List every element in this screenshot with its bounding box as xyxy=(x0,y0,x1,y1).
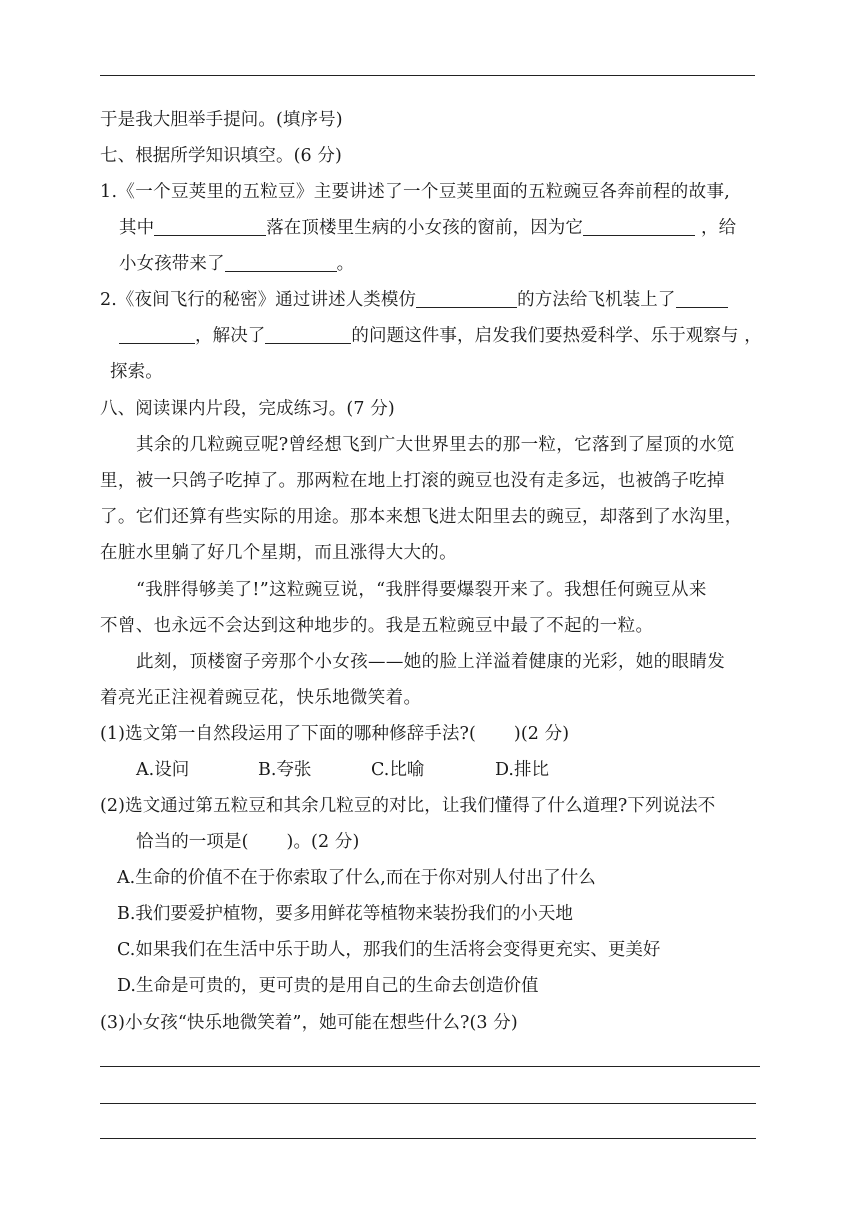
s8-q1-option-a[interactable]: A.设问 xyxy=(136,760,190,780)
s8-q3-stem: (3)小女孩“快乐地微笑着”，她可能在想些什么?(3 分) xyxy=(100,1013,518,1033)
passage-line-4: 在脏水里躺了好几个星期，而且涨得大大的。 xyxy=(100,543,457,563)
s7-q1-line2-c: ，给 xyxy=(701,218,737,238)
s7-q1-line3 xyxy=(119,252,354,276)
s7-q2-line1 xyxy=(100,288,728,312)
passage-line-1: 其余的几粒豌豆呢?曾经想飞到广大世界里去的那一粒，它落到了屋顶的水笕 xyxy=(136,435,735,455)
s7-q2-line2-a: ，解决了 xyxy=(195,326,266,346)
s8-q2-option-b[interactable]: B.我们要爱护植物，要多用鲜花等植物来装扮我们的小天地 xyxy=(117,904,573,924)
passage-line-3: 了。它们还算有些实际的用途。那本来想飞进太阳里去的豌豆，却落到了水沟里， xyxy=(100,507,743,527)
s8-q2-stem-line2-b: )。(2 分) xyxy=(286,832,360,852)
blank-s7-q2-3[interactable] xyxy=(265,325,351,344)
s7-q1-line2-b: 落在顶楼里生病的小女孩的窗前，因为它 xyxy=(266,218,584,238)
s8-q2-stem-line2 xyxy=(136,830,359,854)
s8-q1-stem-a: (1)选文第一自然段运用了下面的哪种修辞手法?( xyxy=(100,724,476,744)
passage-line-7: 此刻，顶楼窗子旁那个小女孩——她的脸上洋溢着健康的光彩，她的眼睛发 xyxy=(136,652,726,672)
s8-q2-stem-line2-a: 恰当的一项是( xyxy=(136,832,249,852)
blank-s7-q1-3[interactable] xyxy=(225,253,337,272)
s7-q1-line2 xyxy=(119,216,736,240)
s7-q1-line2-a: 其中 xyxy=(119,218,155,238)
blank-s7-q1-1[interactable] xyxy=(154,217,266,236)
s7-q1-line1: 1.《一个豆荚里的五粒豆》主要讲述了一个豆荚里面的五粒豌豆各奔前程的故事, xyxy=(100,182,731,202)
s7-q2-line2-b: 的问题这件事，启发我们要热爱科学、乐于观察与 ， xyxy=(351,326,762,346)
s8-q1-option-d[interactable]: D.排比 xyxy=(495,760,549,780)
passage-line-2: 里，被一只鸽子吃掉了。那两粒在地上打滚的豌豆也没有走多远，也被鸽子吃掉 xyxy=(100,471,725,491)
top-rule xyxy=(100,75,755,76)
s7-q2-line2 xyxy=(119,324,762,348)
s8-q1-stem-b: )(2 分) xyxy=(513,724,570,744)
s7-q1-line3-a: 小女孩带来了 xyxy=(119,254,225,274)
s7-q2-line1-b: 的方法给飞机装上了 xyxy=(517,290,676,310)
blank-s7-q2-1[interactable] xyxy=(416,289,517,308)
section-8-heading: 八、阅读课内片段，完成练习。(7 分) xyxy=(100,399,395,419)
s8-q1-option-c[interactable]: C.比喻 xyxy=(371,760,425,780)
passage-line-5: “我胖得够美了!”这粒豌豆说，“我胖得要爆裂开来了。我想任何豌豆从来 xyxy=(136,580,707,600)
answer-line-2[interactable] xyxy=(100,1103,756,1104)
blank-s7-q2-2-cont[interactable] xyxy=(119,325,195,344)
s8-q2-option-c[interactable]: C.如果我们在生活中乐于助人，那我们的生活将会变得更充实、更美好 xyxy=(117,940,661,960)
s8-q2-option-d[interactable]: D.生命是可贵的，更可贵的是用自己的生命去创造价值 xyxy=(117,976,539,996)
s7-q2-line3: 探索。 xyxy=(110,362,163,382)
s7-q1-line3-b: 。 xyxy=(336,254,355,274)
section-7-heading: 七、根据所学知识填空。(6 分) xyxy=(100,146,342,166)
answer-line-1[interactable] xyxy=(100,1066,760,1067)
s8-q2-option-a[interactable]: A.生命的价值不在于你索取了什么,而在于你对别人付出了什么 xyxy=(117,868,596,888)
passage-line-6: 不曾、也永远不会达到这种地步的。我是五粒豌豆中最了不起的一粒。 xyxy=(100,616,654,636)
answer-line-3[interactable] xyxy=(100,1138,756,1139)
blank-s7-q2-2[interactable] xyxy=(676,289,728,308)
top-fragment-text: 于是我大胆举手提问。(填序号) xyxy=(100,110,343,130)
s8-q1-option-b[interactable]: B.夸张 xyxy=(258,760,312,780)
passage-line-8: 着亮光正注视着豌豆花，快乐地微笑着。 xyxy=(100,688,422,708)
s7-q2-line1-a: 2.《夜间飞行的秘密》通过讲述人类模仿 xyxy=(100,290,417,310)
blank-s7-q1-2[interactable] xyxy=(583,217,695,236)
s8-q1-stem xyxy=(100,722,569,746)
s8-q2-stem-line1: (2)选文通过第五粒豆和其余几粒豆的对比，让我们懂得了什么道理?下列说法不 xyxy=(100,796,716,816)
